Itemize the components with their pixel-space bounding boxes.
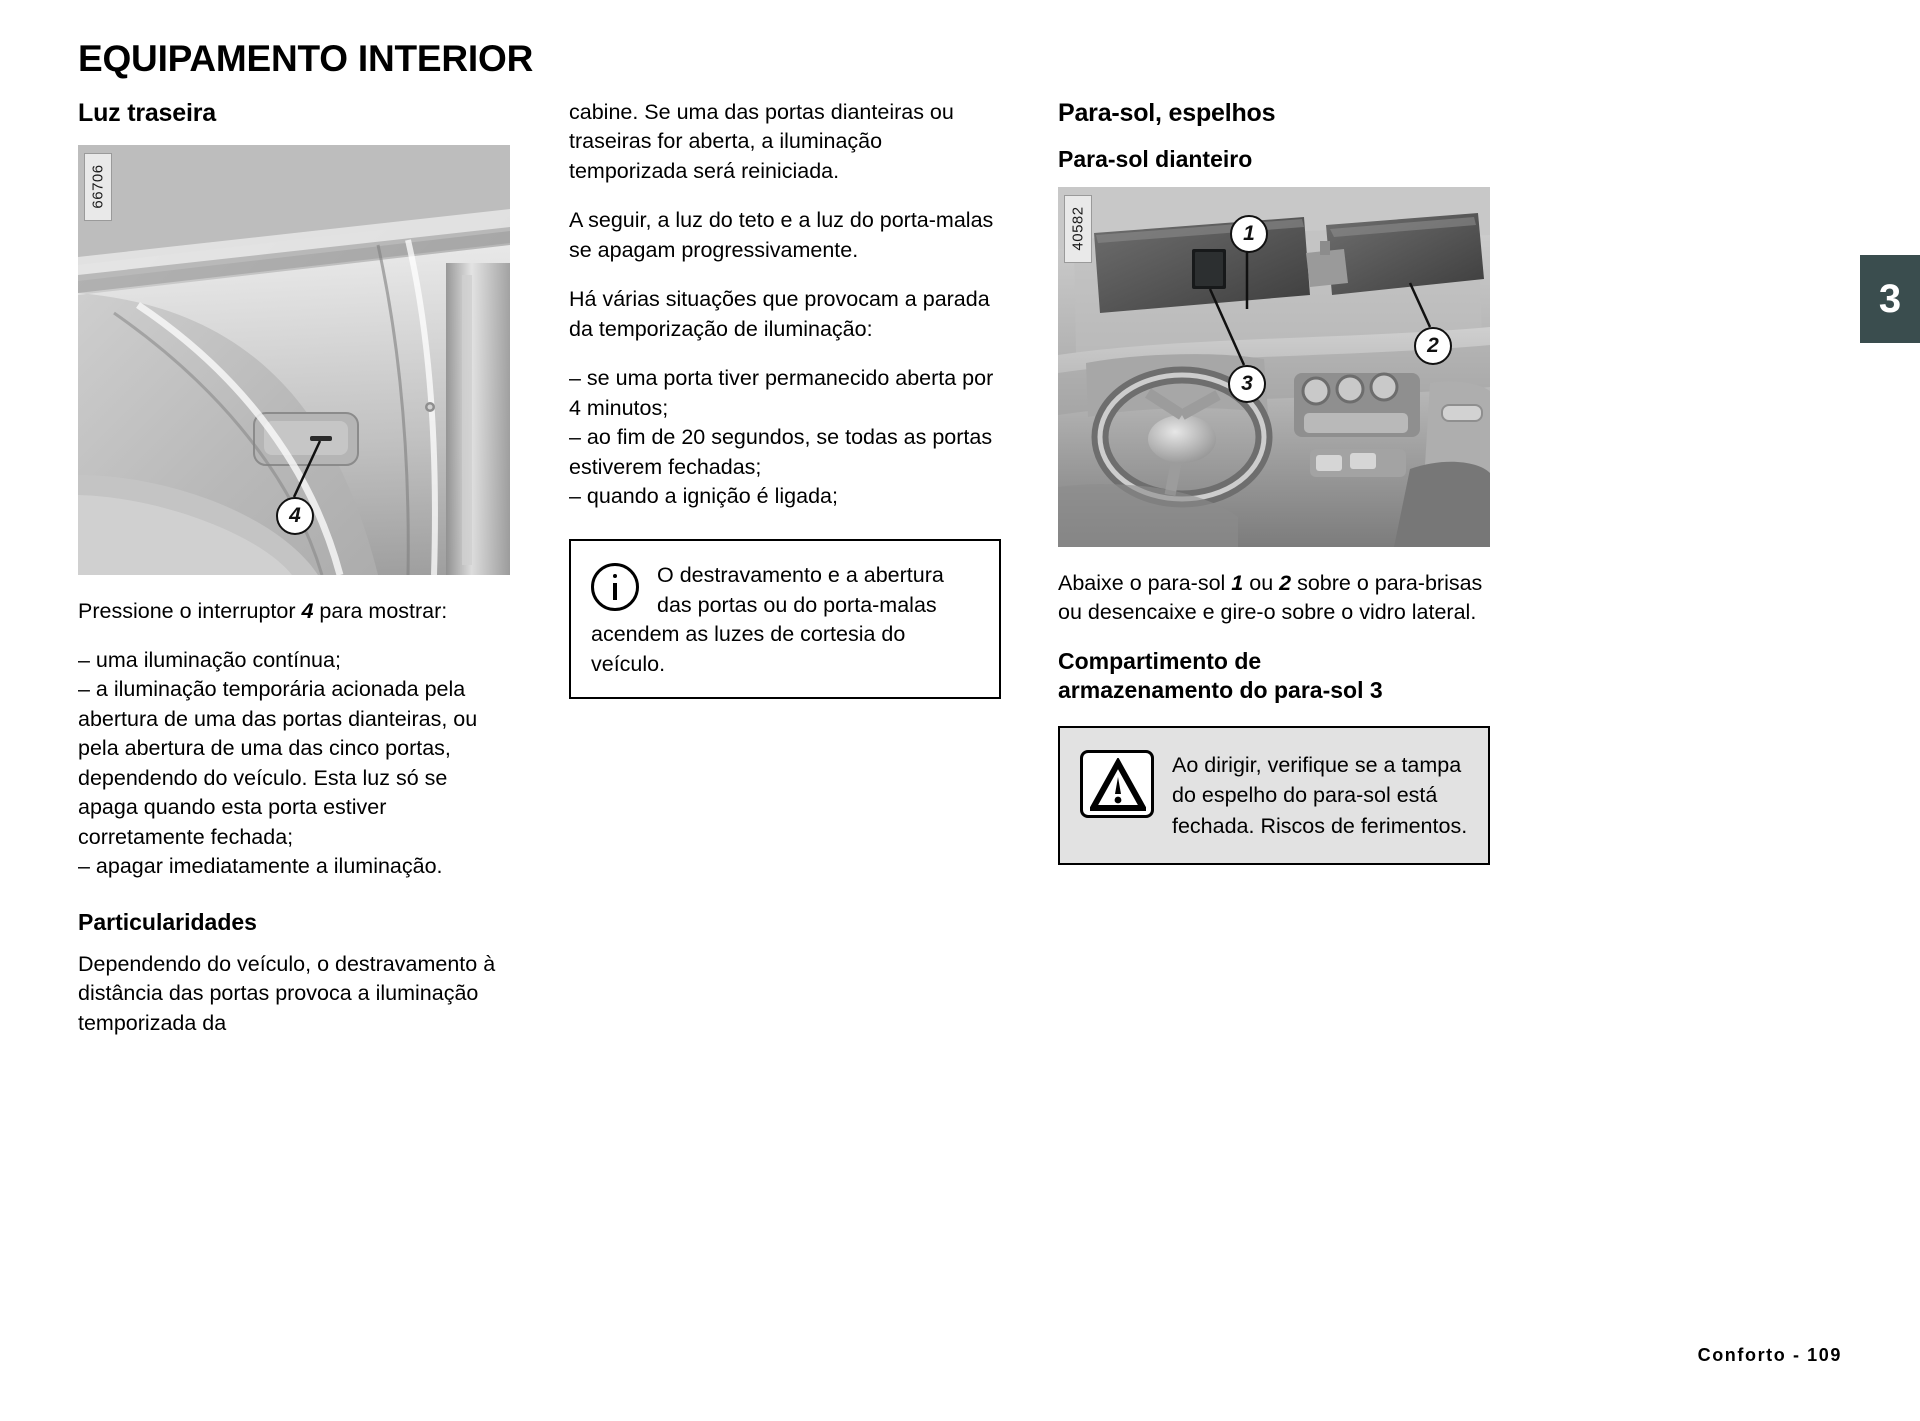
paragraph-particularidades: Dependendo do veículo, o destravamento à distância das portas provoca a iluminação temporizada da <box>78 951 496 1035</box>
page-footer: Conforto - 109 <box>1697 1345 1842 1365</box>
caption-abaixe-para-sol <box>1058 569 1490 628</box>
paragraph-cabine: cabine. Se uma das portas dianteiras ou traseiras for aberta, a iluminação temporizada será reiniciada. <box>569 100 954 183</box>
info-box-text: O destravamento e a abertura das portas ou do porta-malas acendem as luzes de cortesia do veículo. <box>591 563 944 676</box>
column-one <box>78 98 510 1038</box>
chapter-tab: 3 <box>1860 255 1920 343</box>
compartimento-line-1: Compartimento de <box>1058 648 1262 675</box>
bullet-item: – quando a ignição é ligada; <box>569 483 838 508</box>
info-box <box>569 539 1001 699</box>
column-two <box>569 98 1001 699</box>
figure-code-text: 66706 <box>89 164 107 209</box>
figure-para-sol <box>1058 187 1490 547</box>
warning-box-text: Ao dirigir, verifique se a tampa do espelho do para-sol está fechada. Riscos de ferimentos. <box>1172 752 1468 838</box>
warning-box <box>1058 726 1490 866</box>
section-heading-para-sol-espelhos: Para-sol, espelhos <box>1058 99 1276 127</box>
instruction-post: para mostrar: <box>313 598 448 623</box>
info-box-content <box>591 561 979 679</box>
figure-code-40582 <box>1064 195 1092 263</box>
page-title: EQUIPAMENTO INTERIOR <box>78 38 534 79</box>
paragraph-situacoes: Há várias situações que provocam a parada da temporização de iluminação: <box>569 287 990 341</box>
caption-number-2: 2 <box>1279 570 1292 595</box>
warning-triangle-icon <box>1080 750 1154 818</box>
instruction-pre: Pressione o interruptor <box>78 598 302 623</box>
subsection-heading-para-sol-dianteiro: Para-sol dianteiro <box>1058 145 1253 172</box>
figure-callout-1: 1 <box>1230 215 1268 253</box>
bullet-item: – a iluminação temporária acionada pela abertura de uma das portas dianteiras, ou pela abertura de uma das cinco portas, dependendo do veículo. Esta luz só se apaga quando esta porta estiver corretamente fechada; <box>78 677 478 849</box>
subsection-heading-particularidades: Particularidades <box>78 908 257 935</box>
instruction-number: 4 <box>301 598 314 623</box>
figure-code-text: 40582 <box>1069 206 1087 251</box>
bullet-item: – apagar imediatamente a iluminação. <box>78 854 443 879</box>
bullet-item: – se uma porta tiver permanecido aberta por 4 minutos; <box>569 366 994 420</box>
subsection-heading-compartimento <box>1058 647 1490 703</box>
bullet-item: – ao fim de 20 segundos, se todas as portas estiverem fechadas; <box>569 425 993 479</box>
section-heading-luz-traseira: Luz traseira <box>78 99 216 127</box>
figure-callout-4: 4 <box>276 497 314 535</box>
caption-number-1: 1 <box>1231 570 1244 595</box>
figure-luz-traseira <box>78 145 510 575</box>
bullet-item: – uma iluminação contínua; <box>78 647 341 672</box>
caption-mid: ou <box>1243 570 1280 595</box>
info-icon <box>591 563 639 611</box>
figure-code-66706 <box>84 153 112 221</box>
compartimento-line-2: armazenamento do para-sol 3 <box>1058 676 1383 703</box>
column-three <box>1058 98 1490 865</box>
figure-callout-3: 3 <box>1228 365 1266 403</box>
instruction-press-switch <box>78 597 510 626</box>
paragraph-a-seguir: A seguir, a luz do teto e a luz do porta-malas se apagam progressivamente. <box>569 208 994 262</box>
caption-post: sobre o para-brisas ou desencaixe e gire-o sobre o vidro lateral. <box>1058 570 1483 624</box>
caption-pre: Abaixe o para-sol <box>1058 570 1232 595</box>
figure-callout-2: 2 <box>1414 327 1452 365</box>
